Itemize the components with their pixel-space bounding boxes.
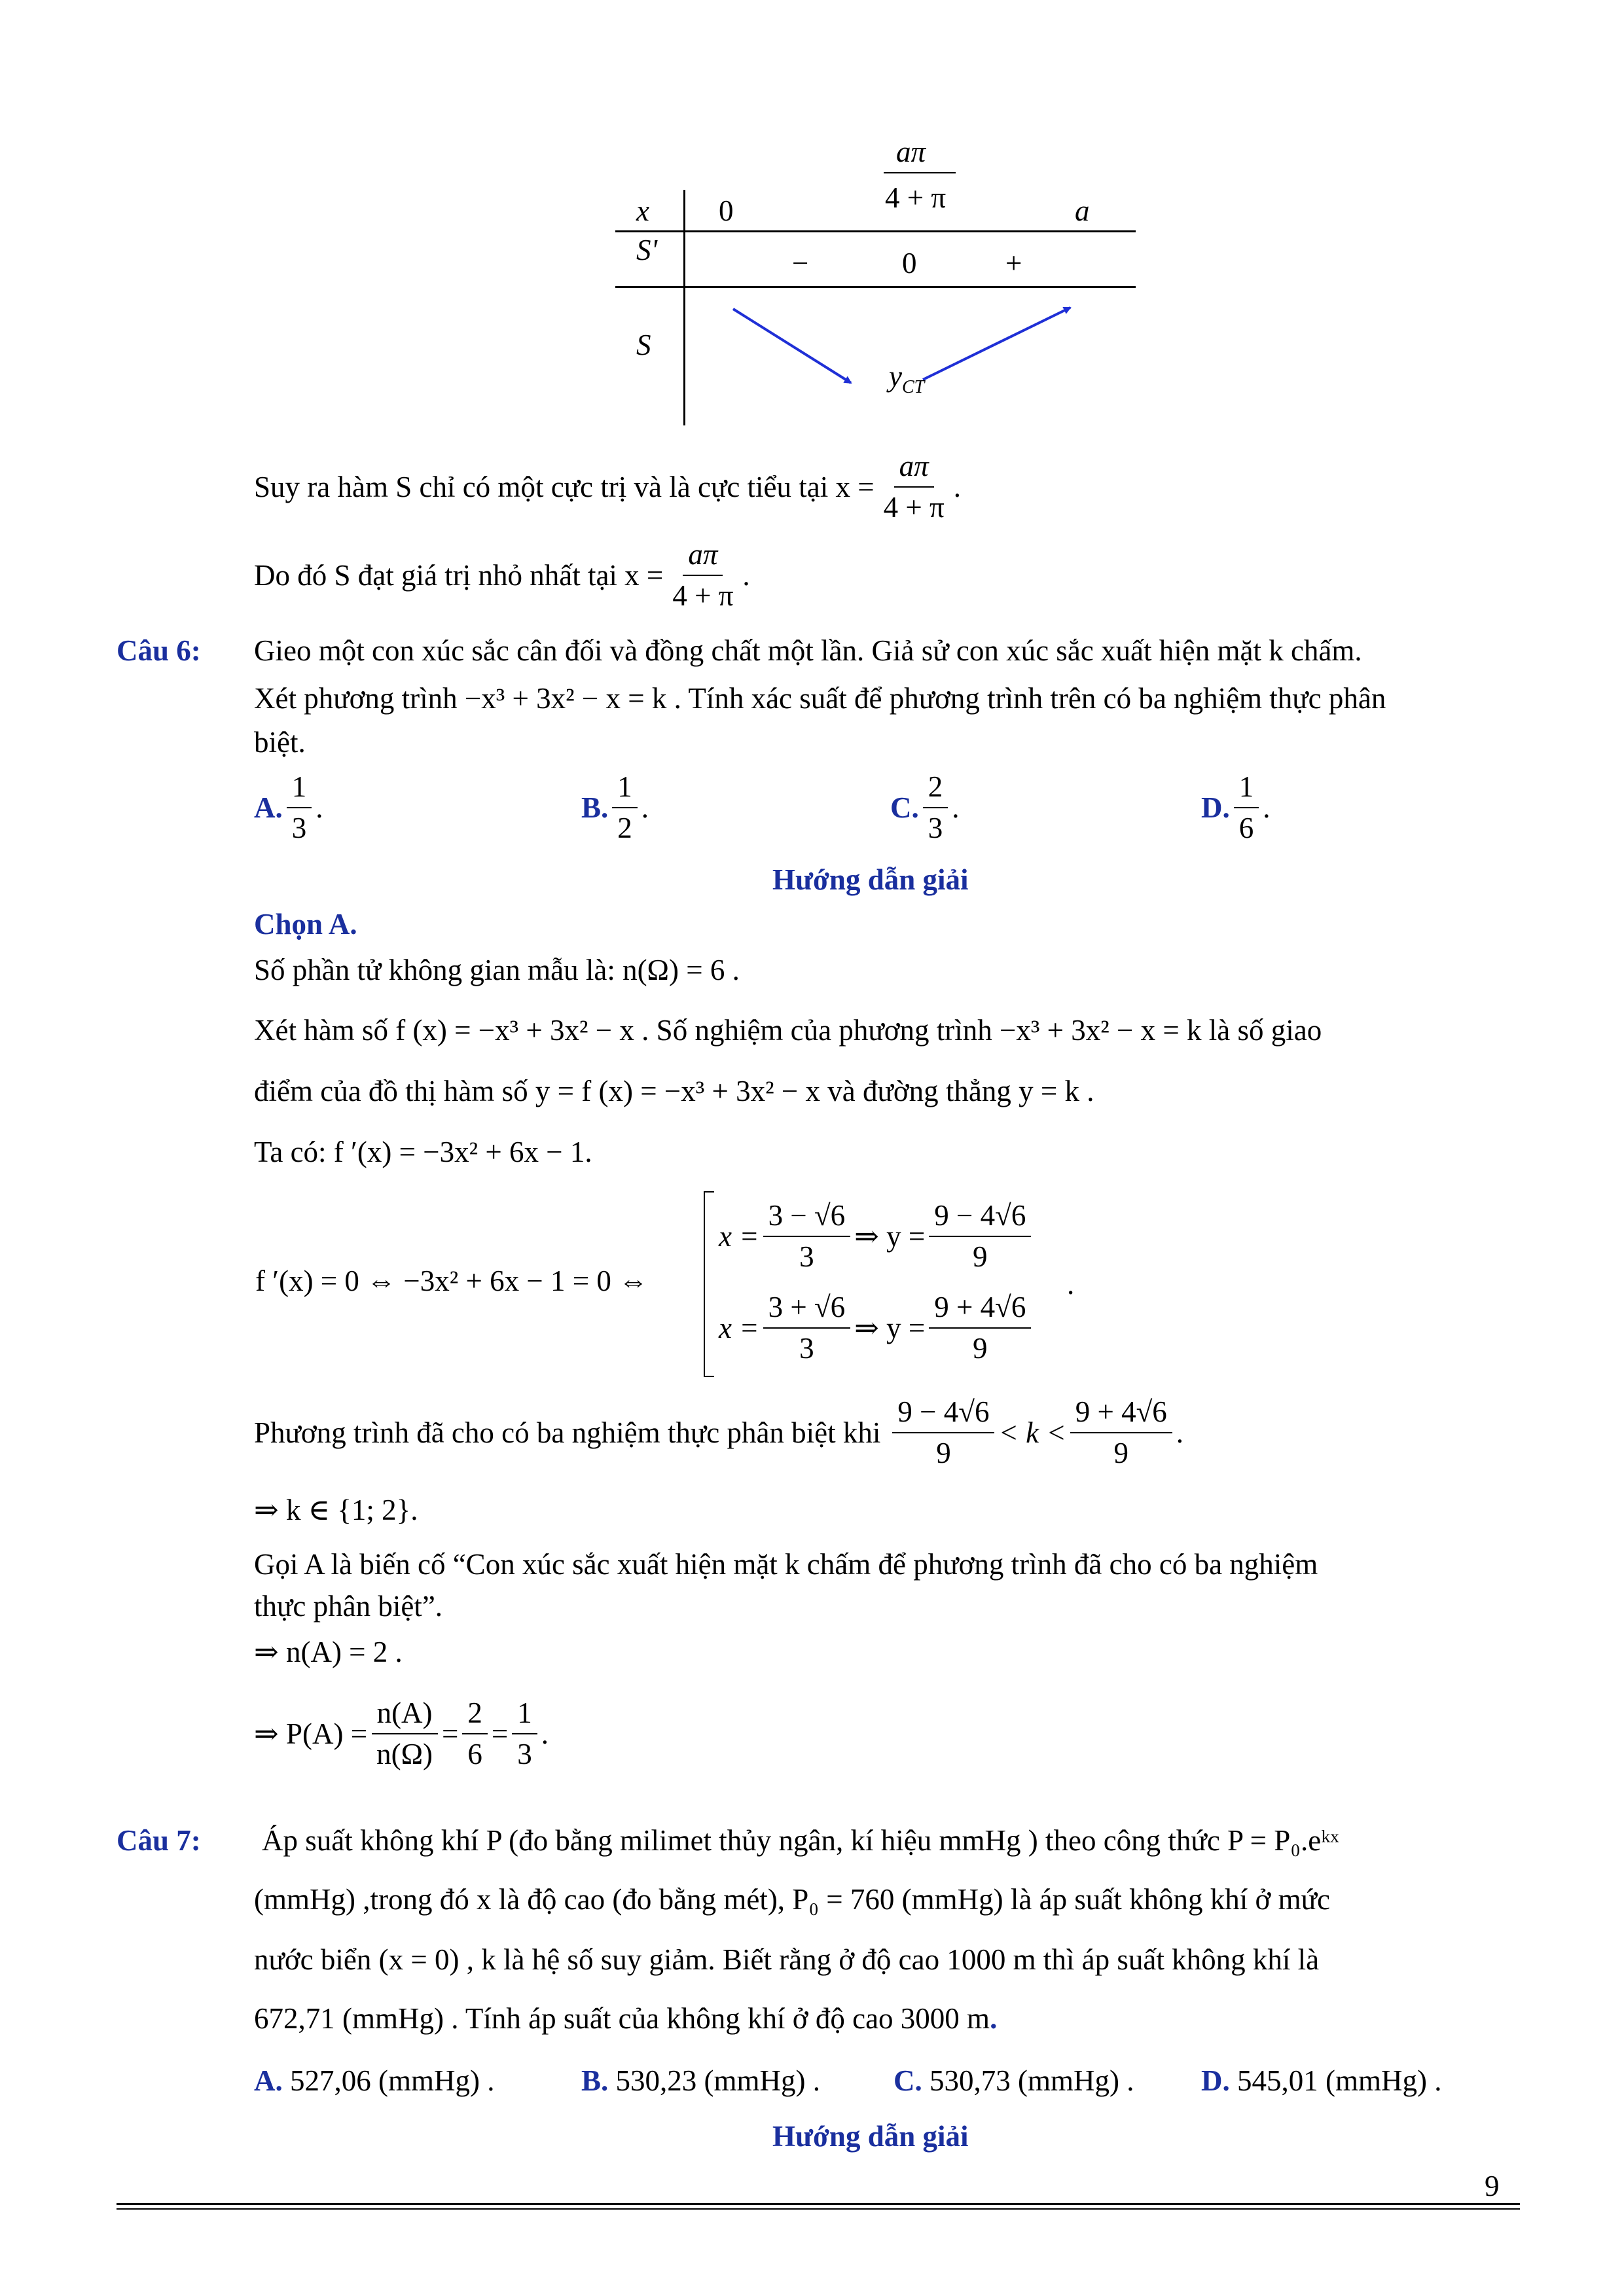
min-value: $y_{CT}$ <box>889 360 925 397</box>
prev-line-2: Do đó S đạt giá trị nhỏ nhất tại x = $\frac{a\pi}{4 + \pi}$ . <box>254 538 750 612</box>
q6-step-2: Xét hàm số f (x) = −x³ + 3x² − x . Số nghiệm của phương trình −x³ + 3x² − x = k là số giao <box>254 1014 1322 1047</box>
q6-line-2: Xét phương trình −x³ + 3x² − x = k . Tính xác suất để phương trình trên có ba nghiệm thực phân <box>254 682 1386 715</box>
decreasing-arrow <box>733 309 851 383</box>
q6-probability: ⇒ P(A) = $\frac{n(A)}{n(\Omega)}$ = $\frac{2}{6}$ = $\frac{1}{3}$ . <box>254 1696 549 1770</box>
table-hline-2 <box>615 286 1136 288</box>
q6-system-period: . <box>1067 1268 1075 1300</box>
x-start: 0 <box>719 194 734 227</box>
q7-line-4: 672,71 (mmHg) . Tính áp suất của không khí ở độ cao 3000 m. <box>254 2002 998 2035</box>
q7-option-a[interactable]: A. 527,06 (mmHg) . <box>254 2064 495 2097</box>
q6-case-1: x = $\frac{3 - √6}{3}$ ⇒ y = $\frac{9 - 4√6}{9}$ <box>719 1201 1035 1272</box>
prev-line-2-text: Do đó S đạt giá trị nhỏ nhất tại x = <box>254 558 664 592</box>
q7-label: Câu 7: <box>117 1824 201 1857</box>
q6-condition: Phương trình đã cho có ba nghiệm thực phân biệt khi $\frac{9 - 4√6}{9}$ < k < $\frac{9 + 4√6}{9}$ . <box>254 1395 1184 1469</box>
q6-choice: Chọn A. <box>254 908 357 941</box>
x-mid-num: aπ <box>896 135 926 168</box>
sign-left: − <box>792 247 809 279</box>
x-mid-den: 4 + π <box>885 181 947 214</box>
q6-step-4: Ta có: f ′(x) = −3x² + 6x − 1. <box>254 1136 592 1168</box>
prev-line-2-frac: $\frac{a\pi}{4 + \pi}$ <box>672 538 734 612</box>
q6-case-2: x = $\frac{3 + √6}{3}$ ⇒ y = $\frac{9 + 4√6}{9}$ <box>719 1293 1035 1363</box>
footer-rule-2 <box>117 2208 1520 2210</box>
q7-line-1: Áp suất không khí P (đo bằng milimet thủy ngân, kí hiệu mmHg ) theo công thức P = P₀.eᵏˣ <box>262 1824 1339 1857</box>
q7-option-c[interactable]: C. 530,73 (mmHg) . <box>893 2064 1134 2097</box>
q7-option-d[interactable]: D. 545,01 (mmHg) . <box>1201 2064 1442 2097</box>
page-number: 9 <box>1485 2170 1500 2202</box>
q7-guide-title: Hướng dẫn giải <box>772 2120 969 2153</box>
q6-step-1: Số phần tử không gian mẫu là: n(Ω) = 6 . <box>254 954 740 986</box>
q6-line-1: Gieo một con xúc sắc cân đối và đồng chất một lần. Giả sử con xúc sắc xuất hiện mặt k chấm. <box>254 634 1362 667</box>
q6-option-a[interactable]: A. $\frac{1}{3}$ . <box>254 770 323 844</box>
row-s-prime-label: S' <box>636 234 658 266</box>
q6-option-b[interactable]: B. $\frac{1}{2}$ . <box>581 770 649 844</box>
q6-option-d[interactable]: D. $\frac{1}{6}$ . <box>1201 770 1271 844</box>
x-end: a <box>1075 194 1090 227</box>
q6-event-line-2: thực phân biệt”. <box>254 1590 443 1623</box>
footer-rule-1 <box>117 2203 1520 2205</box>
table-hline-1 <box>615 230 1136 232</box>
table-vline <box>683 190 685 425</box>
prev-line-1-frac: $\frac{a\pi}{4 + \pi}$ <box>883 450 945 524</box>
q6-step-3: điểm của đồ thị hàm số y = f (x) = −x³ + 3x² − x và đường thẳng y = k . <box>254 1075 1094 1107</box>
q6-line-3: biệt. <box>254 726 306 759</box>
q7-line-3: nước biển (x = 0) , k là hệ số suy giảm. Biết rằng ở độ cao 1000 m thì áp suất không khí là <box>254 1943 1320 1976</box>
increasing-arrow <box>923 308 1070 380</box>
x-mid-fraction-bar <box>884 172 956 173</box>
q7-option-b[interactable]: B. 530,23 (mmHg) . <box>581 2064 820 2097</box>
q6-derivative-eq: f ′(x) = 0 ⇔ −3x² + 6x − 1 = 0 ⇔ <box>255 1265 649 1297</box>
sign-zero: 0 <box>902 247 917 279</box>
q6-guide-title: Hướng dẫn giải <box>772 863 969 896</box>
q6-label: Câu 6: <box>117 634 201 667</box>
q7-line-2: (mmHg) ,trong đó x là độ cao (đo bằng mét), P₀ = 760 (mmHg) là áp suất không khí ở mức <box>254 1883 1330 1916</box>
prev-line-1-text: Suy ra hàm S chỉ có một cực trị và là cực tiểu tại x = <box>254 470 875 503</box>
q6-option-c[interactable]: C. $\frac{2}{3}$ . <box>890 770 960 844</box>
q6-n-a: ⇒ n(A) = 2 . <box>254 1636 403 1668</box>
q6-event-line-1: Gọi A là biến cố “Con xúc sắc xuất hiện mặt k chấm để phương trình đã cho có ba nghiệm <box>254 1548 1318 1581</box>
prev-line-1: Suy ra hàm S chỉ có một cực trị và là cực tiểu tại x = $\frac{a\pi}{4 + \pi}$ . <box>254 450 961 524</box>
q6-k-set: ⇒ k ∈ {1; 2}. <box>254 1494 418 1526</box>
sign-right: + <box>1005 247 1022 279</box>
row-s-label: S <box>636 329 651 361</box>
q6-system-bracket <box>704 1191 714 1377</box>
row-x-label: x <box>636 194 649 227</box>
